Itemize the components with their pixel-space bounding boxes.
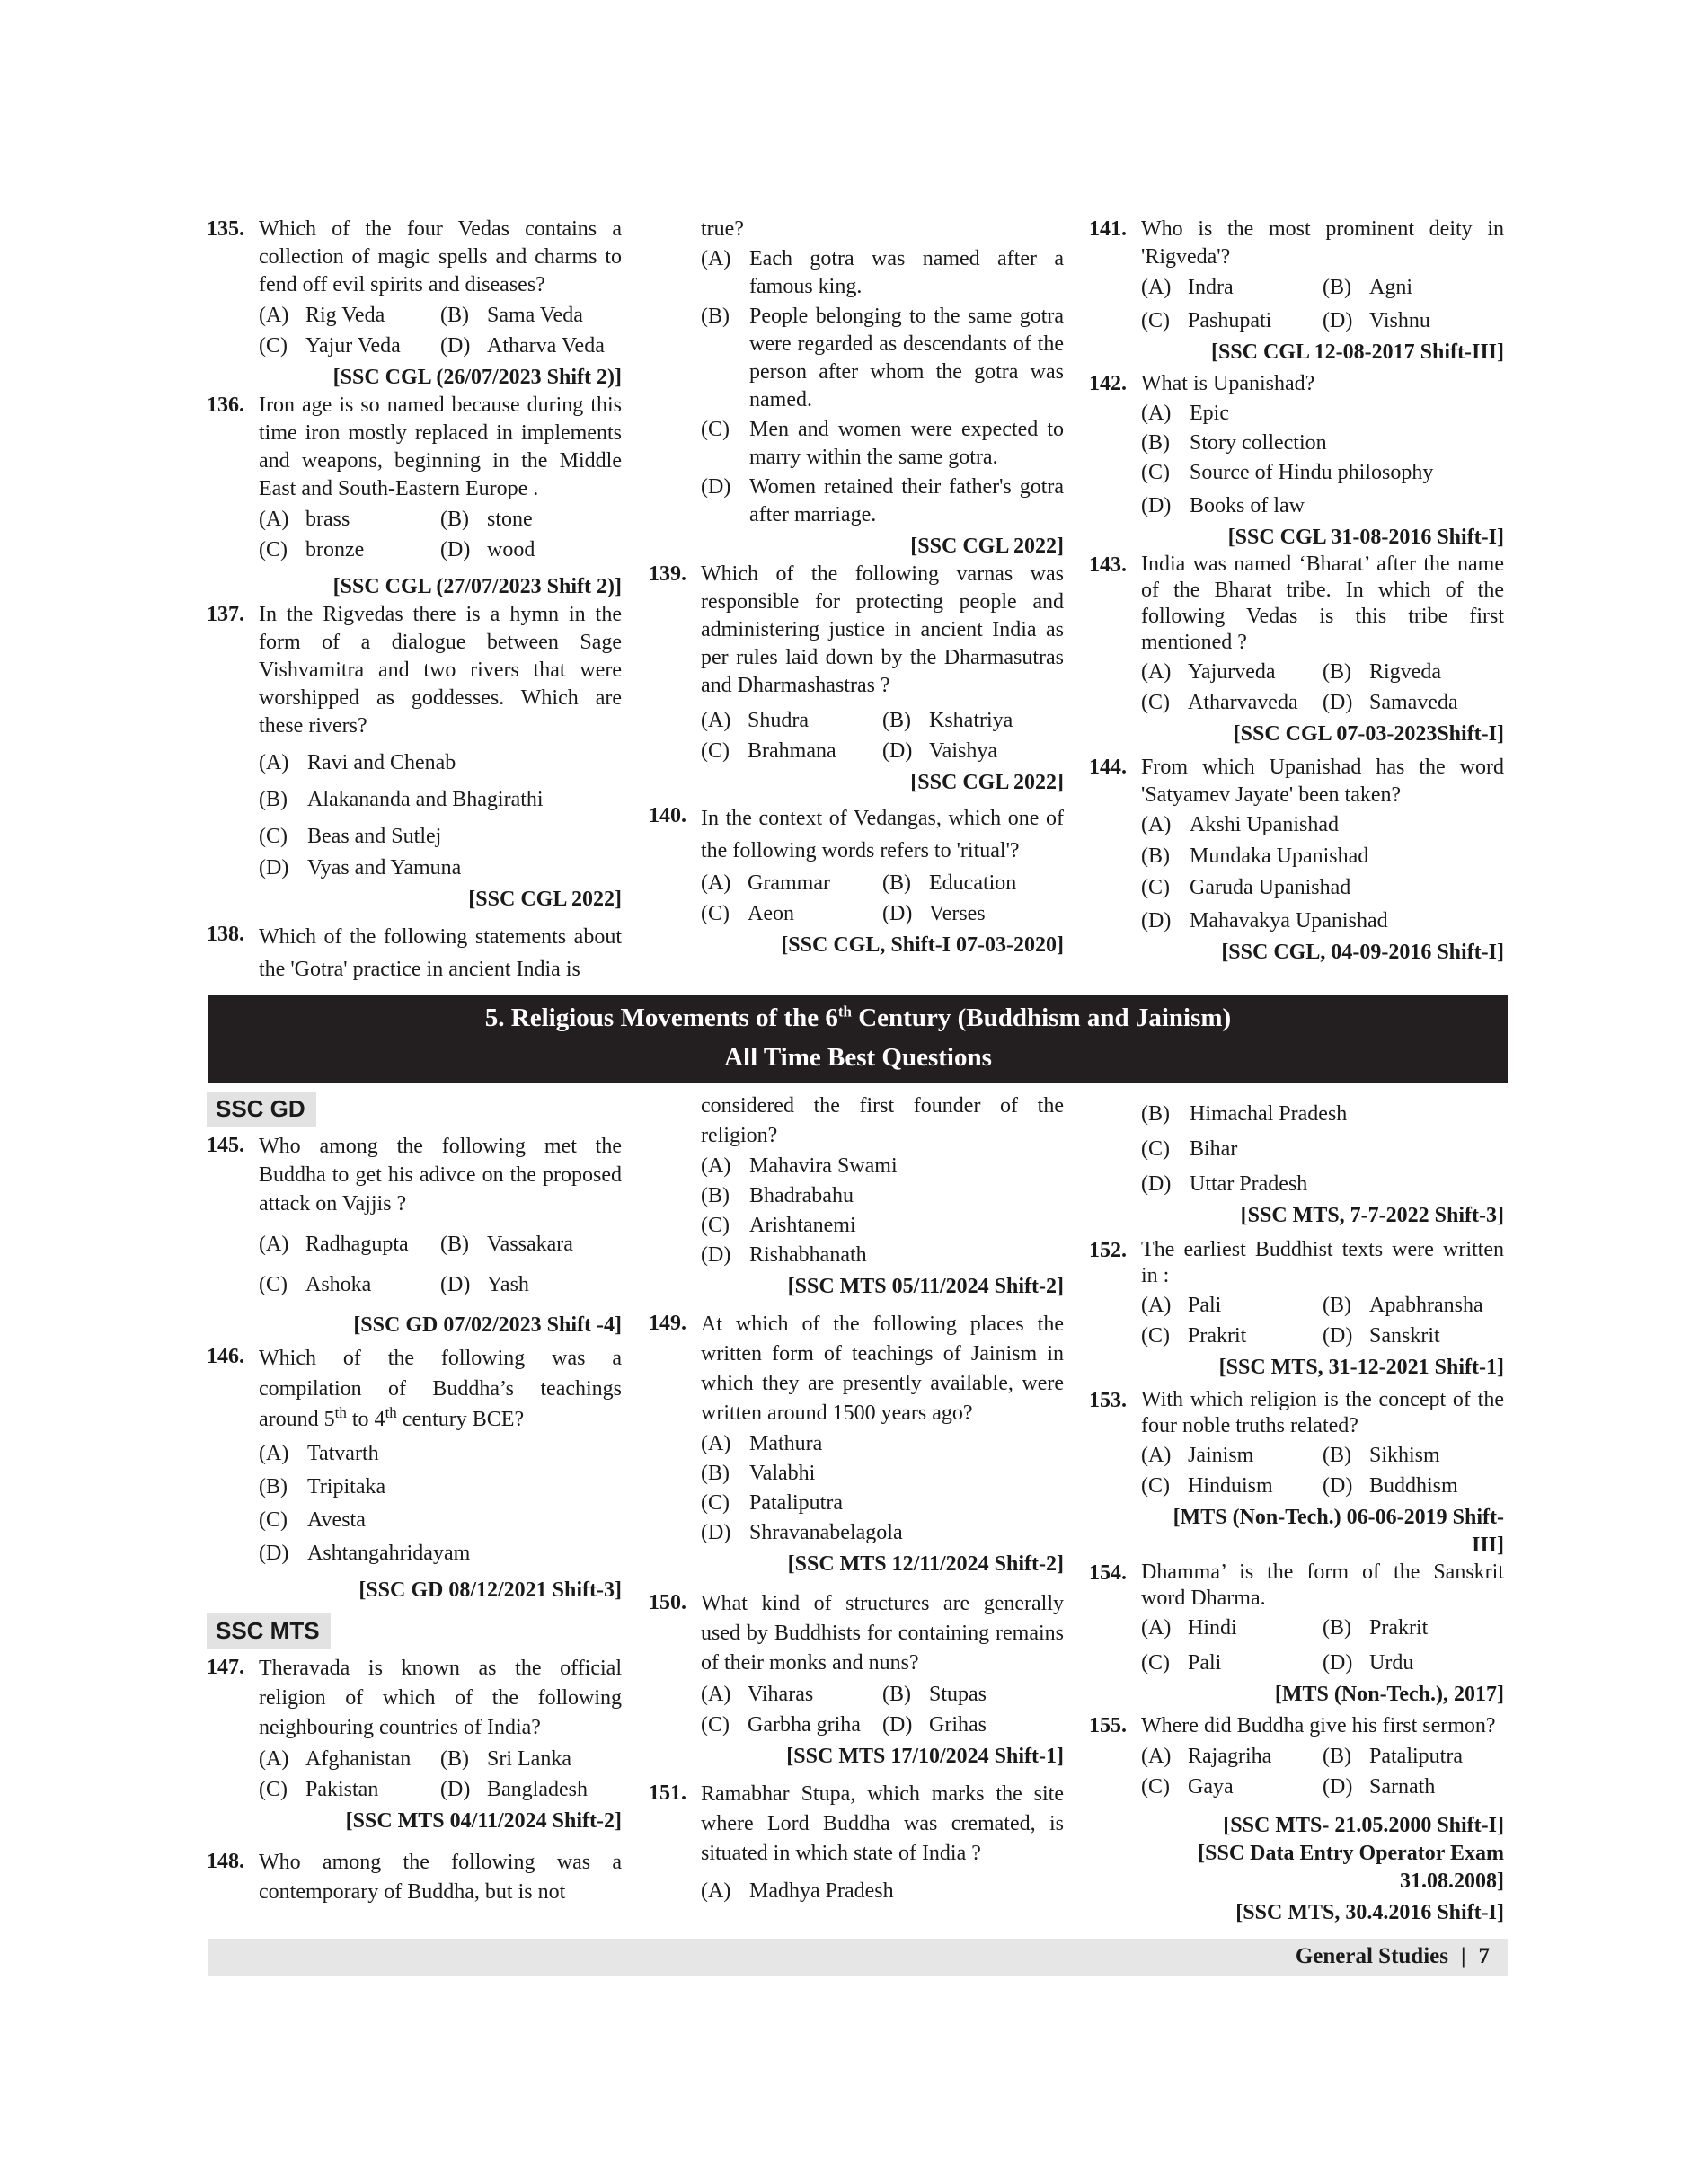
top-column-3 <box>1089 216 1504 967</box>
options-row: (A) Rig Veda (B) Sama Veda <box>259 304 583 327</box>
question-135 <box>207 216 622 392</box>
option-c: Hinduism <box>1188 1474 1273 1498</box>
option-d: Vaishya <box>929 739 997 763</box>
option-c: bronze <box>305 538 365 561</box>
question-number: 153. <box>1089 1389 1127 1412</box>
exam-source: [SSC CGL 31-08-2016 Shift-I] <box>1227 526 1504 549</box>
option-a: Madhya Pradesh <box>749 1879 894 1903</box>
option-b: Prakrit <box>1369 1616 1429 1640</box>
exam-source: [SSC GD 07/02/2023 Shift -4] <box>353 1313 622 1337</box>
option-d: Bangladesh <box>487 1778 588 1801</box>
question-136: 136. Iron age is so named because during this time iron mostly replaced in implements and weapons, beginning in the Middle East and South-Eastern Europe . (A) brass (B) stone (C) bronze (D) wood [SSC CGL (27/07/2023 Shift 2)] <box>207 392 622 601</box>
question-number: 136. <box>207 393 244 417</box>
option-a: Rajagriha <box>1188 1745 1272 1768</box>
option-d: Urdu <box>1369 1651 1414 1675</box>
option-c: Brahmana <box>748 739 836 763</box>
section-label-ssc-gd: SSC GD <box>207 1092 316 1127</box>
question-number: 152. <box>1089 1239 1127 1262</box>
option-a: Each gotra was named after a famous king. <box>749 247 1064 298</box>
exam-source: [SSC MTS, 31-12-2021 Shift-1] <box>1218 1356 1504 1379</box>
question-151: 151. Ramabhar Stupa, which marks the site where Lord Buddha was cremated, is situated in which state of India ? (A) Madhya Pradesh <box>649 1781 1064 1903</box>
exam-source: [SSC CGL (26/07/2023 Shift 2)] <box>332 366 622 389</box>
chapter-title: 5. Religious Movements of the 6th Century (Buddhism and Jainism) <box>484 1003 1232 1032</box>
exam-source: [SSC MTS- 21.05.2000 Shift-I] <box>1223 1814 1504 1837</box>
option-c: Arishtanemi <box>749 1214 856 1237</box>
question-151-continued: (B) Himachal Pradesh (C) Bihar (D) Uttar Pradesh [SSC MTS, 7-7-2022 Shift-3] <box>1089 1101 1504 1230</box>
option-c: Beas and Sutlej <box>307 825 442 848</box>
option-c: Gaya <box>1188 1775 1234 1799</box>
option-d: Buddhism <box>1369 1474 1458 1498</box>
question-number: 140. <box>649 804 686 827</box>
exam-source: [SSC CGL (27/07/2023 Shift 2)] <box>332 575 622 598</box>
option-b: Agni <box>1369 276 1412 299</box>
question-149: 149. At which of the following places the written form of teachings of Jainism in which they are presently available, were written around 1500 years ago? (A) Mathura (B) Valabhi (C) Pataliputra (D) Shravanabelagola [SSC MTS 12/11/2024 Shift-2] <box>649 1310 1064 1578</box>
question-number: 148. <box>207 1850 244 1873</box>
option-d: Grihas <box>929 1713 987 1737</box>
option-c: Garbha griha <box>748 1713 861 1737</box>
option-c: Ashoka <box>305 1273 372 1296</box>
option-a: Jainism <box>1188 1444 1254 1467</box>
option-d: Shravanabelagola <box>749 1521 903 1544</box>
exam-source: [SSC CGL, 04-09-2016 Shift-I] <box>1221 941 1504 964</box>
option-a: brass <box>305 508 350 531</box>
question-154: 154. Dhamma’ is the form of the Sanskrit word Dharma. (A) Hindi (B) Prakrit (C) Pali (D) Urdu [MTS (Non-Tech.), 2017] <box>1089 1560 1504 1709</box>
question-number: 150. <box>649 1591 686 1614</box>
option-a: Rig Veda <box>305 304 385 327</box>
option-a: Yajurveda <box>1188 660 1276 684</box>
section-label-ssc-mts: SSC MTS <box>207 1613 331 1649</box>
question-number: 144. <box>1089 756 1127 779</box>
option-d: Verses <box>929 902 986 925</box>
question-138 <box>207 921 622 986</box>
footer-subject: General Studies <box>1295 1944 1448 1968</box>
exam-source: [MTS (Non-Tech.) 06-06-2019 Shift-III] <box>1173 1506 1504 1557</box>
option-b: Pataliputra <box>1369 1745 1463 1768</box>
question-number: 139. <box>649 562 686 586</box>
exam-source: [SSC CGL 2022] <box>468 888 622 911</box>
question-text-continued: considered the first founder of the religion? <box>701 1094 1064 1147</box>
option-d: Vyas and Yamuna <box>307 856 462 880</box>
option-a: Afghanistan <box>305 1747 412 1771</box>
question-141: 141. Who is the most prominent deity in 'Rigveda'? (A) Indra (B) Agni (C) Pashupati (D) Vishnu [SSC CGL 12-08-2017 Shift-III] <box>1089 216 1504 367</box>
option-c: Aeon <box>748 902 794 925</box>
option-c: Pakistan <box>305 1778 379 1801</box>
question-145: 145. Who among the following met the Buddha to get his adivce on the proposed attack on Vajjis ? (A) Radhagupta (B) Vassakara (C) Ashoka (D) Yash [SSC GD 07/02/2023 Shift -4] <box>207 1132 622 1339</box>
question-text: In the context of Vedangas, which one of the following words refers to 'ritual'? <box>701 807 1064 862</box>
option-d: Rishabhanath <box>749 1243 867 1267</box>
question-number: 151. <box>649 1781 686 1805</box>
exam-source: [SSC MTS 04/11/2024 Shift-2] <box>345 1809 622 1833</box>
option-b: Kshatriya <box>929 709 1013 732</box>
question-number: 155. <box>1089 1714 1127 1737</box>
option-a: Mathura <box>749 1432 823 1455</box>
option-d: wood <box>487 538 535 561</box>
question-text: Who is the most prominent deity in 'Rigveda'? <box>1141 217 1504 269</box>
exam-source: [SSC MTS 05/11/2024 Shift-2] <box>787 1275 1064 1298</box>
question-number: 137. <box>207 603 244 626</box>
option-a: Akshi Upanishad <box>1190 813 1339 836</box>
option-b: Himachal Pradesh <box>1190 1102 1348 1126</box>
question-146: 146. Which of the following was a compilation of Buddha’s teachings around 5th to 4th century BCE? (A) Tatvarth (B) Tripitaka (C) Avesta (D) Ashtangahridayam [SSC GD 08/12/2021 Shift-3] <box>207 1343 622 1604</box>
exam-source: [SSC GD 08/12/2021 Shift-3] <box>358 1578 622 1602</box>
exam-source: [SSC MTS, 30.4.2016 Shift-I] <box>1235 1901 1504 1924</box>
question-148-continued: considered the first founder of the religion? (A) Mahavira Swami (B) Bhadrabahu (C) Arishtanemi (D) Rishabhanath [SSC MTS 05/11/2024 Shift-2] <box>649 1092 1064 1301</box>
question-148 <box>207 1848 622 1907</box>
exam-source: 31.08.2008] <box>1400 1870 1504 1893</box>
question-155: 155. Where did Buddha give his first sermon? (A) Rajagriha (B) Pataliputra (C) Gaya (D) Sarnath [SSC MTS- 21.05.2000 Shift-I] [SSC Data Entry Operator Exam 31.08.2008] [SSC MTS, 30.4.2016 Shift-I] <box>1089 1712 1504 1927</box>
option-c: Bihar <box>1190 1137 1238 1161</box>
bottom-column-3 <box>1089 1092 1504 1927</box>
question-text: Ramabhar Stupa, which marks the site where Lord Buddha was cremated, is situated in which state of India ? <box>701 1782 1064 1865</box>
question-text: Which of the following was a compilation of Buddha’s teachings around 5th to 4th century BCE? <box>259 1347 622 1431</box>
option-b: stone <box>487 508 533 531</box>
option-d: Mahavakya Upanishad <box>1190 909 1388 933</box>
footer-separator: | <box>1460 1944 1466 1968</box>
question-150: 150. What kind of structures are generally used by Buddhists for containing remains of their monks and nuns? (A) Viharas (B) Stupas (C) Garbha griha (D) Grihas [SSC MTS 17/10/2024 Shift-1] <box>649 1589 1064 1771</box>
option-d: Vishnu <box>1369 309 1430 332</box>
question-text: In the Rigvedas there is a hymn in the form of a dialogue between Sage Vishvamitra and two rivers that were worshipped as goddesses. Which are these rivers? <box>259 603 622 738</box>
option-b: Education <box>929 871 1017 895</box>
question-text: Which of the four Vedas contains a collection of magic spells and charms to fend off evil spirits and diseases? <box>259 217 622 296</box>
question-text: Which of the following statements about the 'Gotra' practice in ancient India is <box>259 925 622 981</box>
option-a: Radhagupta <box>305 1233 409 1256</box>
exam-source: [SSC CGL 12-08-2017 Shift-III] <box>1210 340 1504 364</box>
option-b: Vassakara <box>487 1233 573 1256</box>
option-c: Yajur Veda <box>305 334 401 358</box>
exam-source: [SSC MTS 12/11/2024 Shift-2] <box>787 1552 1064 1576</box>
option-b: Valabhi <box>749 1462 816 1485</box>
question-text: India was named ‘Bharat’ after the name of the Bharat tribe. In which of the following Vedas is this tribe first mentioned ? <box>1141 553 1504 654</box>
option-b: Tripitaka <box>307 1475 386 1498</box>
option-a: Tatvarth <box>307 1442 379 1465</box>
option-c: Atharvaveda <box>1188 691 1298 714</box>
option-a: Pali <box>1188 1294 1222 1317</box>
option-a: Indra <box>1188 276 1234 299</box>
exam-source: [MTS (Non-Tech.), 2017] <box>1274 1683 1504 1706</box>
question-text: At which of the following places the written form of teachings of Jainism in which they are presently available, were written around 1500 years ago? <box>701 1313 1064 1425</box>
option-b: Mundaka Upanishad <box>1190 844 1369 868</box>
exam-source: [SSC CGL 2022] <box>910 535 1064 558</box>
exam-source: [SSC Data Entry Operator Exam <box>1198 1842 1504 1865</box>
question-number: 149. <box>649 1312 686 1335</box>
page-footer <box>208 1939 1508 1976</box>
question-number: 143. <box>1089 553 1127 577</box>
option-d: Samaveda <box>1369 691 1458 714</box>
option-c: Source of Hindu philosophy <box>1190 461 1434 484</box>
option-d: Uttar Pradesh <box>1190 1172 1308 1196</box>
question-143: 143. India was named ‘Bharat’ after the name of the Bharat tribe. In which of the following Vedas is this tribe first mentioned ? (A) Yajurveda (B) Rigveda (C) Atharvaveda (D) Samaveda [SSC CGL 07-03-2023Shift-I] <box>1089 552 1504 748</box>
question-147: 147. Theravada is known as the official religion of which of the following neighbouring countries of India? (A) Afghanistan (B) Sri Lanka (C) Pakistan (D) Bangladesh [SSC MTS 04/11/2024 Shift-2] <box>207 1654 622 1835</box>
option-a: Hindi <box>1188 1616 1237 1640</box>
option-b: Alakananda and Bhagirathi <box>307 788 544 811</box>
bottom-column-1 <box>207 1092 622 1907</box>
top-column-1 <box>207 216 622 986</box>
chapter-heading-banner <box>208 995 1508 1083</box>
option-b: Sama Veda <box>487 304 583 327</box>
option-d: Ashtangahridayam <box>307 1542 471 1565</box>
question-number: 147. <box>207 1656 244 1679</box>
question-number: 154. <box>1089 1561 1127 1585</box>
option-c: Prakrit <box>1188 1324 1247 1348</box>
question-152: 152. The earliest Buddhist texts were written in : (A) Pali (B) Apabhransha (C) Prakrit (D) Sanskrit [SSC MTS, 31-12-2021 Shift-1] <box>1089 1237 1504 1382</box>
question-153: 153. With which religion is the concept of the four noble truths related? (A) Jainism (B) Sikhism (C) Hinduism (D) Buddhism [MTS (Non-Tech.) 06-06-2019 Shift-III] <box>1089 1387 1504 1560</box>
question-text-continued: true? <box>701 217 744 241</box>
question-text: With which religion is the concept of the four noble truths related? <box>1141 1388 1504 1437</box>
exam-source: [SSC CGL, Shift-I 07-03-2020] <box>781 933 1064 957</box>
top-column-2 <box>649 216 1064 959</box>
option-d: Sarnath <box>1369 1775 1436 1799</box>
question-text: Which of the following varnas was responsible for protecting people and administering justice in ancient India as per rules laid down by the Dharmasutras and Dharmashastras ? <box>701 562 1064 697</box>
option-b: People belonging to the same gotra were regarded as descendants of the person after whom the gotra was named. <box>749 305 1064 411</box>
option-d: Books of law <box>1190 494 1305 517</box>
option-c: Pali <box>1188 1651 1222 1675</box>
page-number: 7 <box>1478 1944 1490 1968</box>
question-number: 145. <box>207 1134 244 1157</box>
option-a: Viharas <box>748 1683 814 1706</box>
question-text: What is Upanishad? <box>1141 372 1315 395</box>
exam-source: [SSC MTS, 7-7-2022 Shift-3] <box>1240 1204 1504 1227</box>
option-b: Rigveda <box>1369 660 1441 684</box>
question-text: The earliest Buddhist texts were written in : <box>1141 1238 1504 1287</box>
option-b: Bhadrabahu <box>749 1184 854 1207</box>
option-d: Yash <box>487 1273 529 1296</box>
exam-source: [SSC MTS 17/10/2024 Shift-1] <box>786 1745 1064 1768</box>
exam-source: [SSC CGL 07-03-2023Shift-I] <box>1233 722 1504 746</box>
option-d: Sanskrit <box>1369 1324 1440 1348</box>
question-number: 146. <box>207 1345 244 1368</box>
question-text: From which Upanishad has the word 'Satyamev Jayate' been taken? <box>1141 756 1504 807</box>
option-c: Men and women were expected to marry within the same gotra. <box>749 418 1064 469</box>
question-text: What kind of structures are generally used by Buddhists for containing remains of their monks and nuns? <box>701 1592 1064 1675</box>
option-a: Grammar <box>748 871 830 895</box>
option-d: Women retained their father's gotra after marriage. <box>749 475 1064 526</box>
option-a: Ravi and Chenab <box>307 751 456 774</box>
bottom-column-2 <box>649 1092 1064 1905</box>
option-b: Stupas <box>929 1683 987 1706</box>
option-c: Avesta <box>307 1508 366 1532</box>
question-number: 142. <box>1089 372 1127 395</box>
chapter-subtitle: All Time Best Questions <box>724 1043 992 1072</box>
option-a: Shudra <box>748 709 809 732</box>
option-b: Apabhransha <box>1369 1294 1483 1317</box>
question-144: 144. From which Upanishad has the word 'Satyamev Jayate' been taken? (A) Akshi Upanishad (B) Mundaka Upanishad (C) Garuda Upanishad (D) Mahavakya Upanishad [SSC CGL, 04-09-2016 Shift-I] <box>1089 754 1504 967</box>
question-text: Who among the following was a contemporary of Buddha, but is not <box>259 1851 622 1904</box>
question-number: 135. <box>207 217 244 241</box>
question-number: 141. <box>1089 217 1127 241</box>
option-a: Epic <box>1190 402 1229 425</box>
option-b: Sri Lanka <box>487 1747 571 1771</box>
question-137: 137. In the Rigvedas there is a hymn in the form of a dialogue between Sage Vishvamitra and two rivers that were worshipped as goddesses. Which are these rivers? (A) Ravi and Chenab (B) Alakananda and Bhagirathi (C) Beas and Sutlej (D) Vyas and Yamuna [SSC CGL 2022] <box>207 601 622 914</box>
option-c: Pashupati <box>1188 309 1272 332</box>
option-b: Story collection <box>1190 431 1327 455</box>
question-text: Dhamma’ is the form of the Sanskrit word Dharma. <box>1141 1560 1504 1610</box>
option-a: Mahavira Swami <box>749 1154 898 1178</box>
option-b: Sikhism <box>1369 1444 1440 1467</box>
question-138-continued: true? (A) Each gotra was named after a famous king. (B) People belonging to the same gotra were regarded as descendants of the person after whom the gotra was named. (C) Men and women were expected to marry within the same gotra. (D) Women retained their father's gotra after marriage. [SSC CGL 2022] <box>649 216 1064 561</box>
question-number: 138. <box>207 923 244 946</box>
question-text: Iron age is so named because during this time iron mostly replaced in implements and weapons, beginning in the Middle East and South-Eastern Europe . <box>259 393 622 500</box>
question-142: 142. What is Upanishad? (A) Epic (B) Story collection (C) Source of Hindu philosophy (D) Books of law [SSC CGL 31-08-2016 Shift-I] <box>1089 370 1504 552</box>
question-text: Who among the following met the Buddha to get his adivce on the proposed attack on Vajjis ? <box>259 1135 622 1216</box>
question-139: 139. Which of the following varnas was responsible for protecting people and administering justice in ancient India as per rules laid down by the Dharmasutras and Dharmashastras ? (A) Shudra (B) Kshatriya (C) Brahmana (D) Vaishya [SSC CGL 2022] <box>649 561 1064 797</box>
question-text: Theravada is known as the official religion of which of the following neighbouring countries of India? <box>259 1657 622 1739</box>
options-row: (C) Yajur Veda (D) Atharva Veda <box>259 334 605 358</box>
option-d: Atharva Veda <box>487 334 605 358</box>
question-140: 140. In the context of Vedangas, which one of the following words refers to 'ritual'? (A) Grammar (B) Education (C) Aeon (D) Verses [SSC CGL, Shift-I 07-03-2020] <box>649 802 1064 959</box>
option-c: Pataliputra <box>749 1491 843 1515</box>
option-c: Garuda Upanishad <box>1190 876 1351 899</box>
question-text: Where did Buddha give his first sermon? <box>1141 1714 1496 1737</box>
exam-source: [SSC CGL 2022] <box>910 771 1064 794</box>
